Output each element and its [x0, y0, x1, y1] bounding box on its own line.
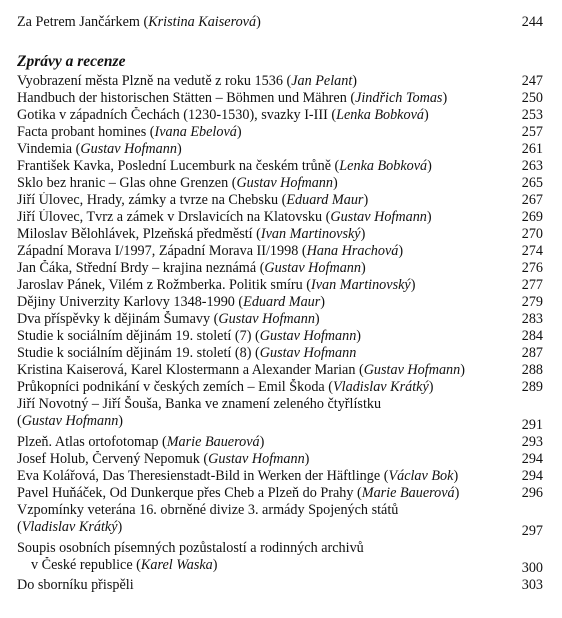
- entry-list: [17, 434, 543, 502]
- entry-title: Průkopníci podnikání v českých zemích – Emil Škoda (Vladislav Krátký): [17, 379, 434, 395]
- page-number: 283: [521, 311, 543, 327]
- page-number: 250: [521, 90, 543, 106]
- entry-title: Jiří Úlovec, Tvrz a zámek v Drslavicích na Klatovsku (Gustav Hofmann): [17, 209, 432, 225]
- toc-entry: [17, 141, 543, 158]
- page-number: 263: [521, 158, 543, 174]
- toc-entry: [17, 260, 543, 277]
- toc-entry-line2: v České republice (Karel Waska) 300: [31, 557, 543, 576]
- toc-entry: [17, 294, 543, 311]
- page-number: 267: [521, 192, 543, 208]
- toc-entry: [17, 328, 543, 345]
- entry-title: Plzeň. Atlas ortofotomap (Marie Bauerová): [17, 434, 265, 450]
- page-number: 269: [521, 209, 543, 225]
- toc-entry: [17, 90, 543, 107]
- toc-entry: [17, 468, 543, 485]
- page-number: 276: [521, 260, 543, 276]
- entry-title: Eva Kolářová, Das Theresienstadt-Bild in Werken der Häftlinge (Václav Bok): [17, 468, 459, 484]
- toc-entry: [17, 73, 543, 90]
- page-number: 284: [521, 328, 543, 344]
- entry-title: Dva příspěvky k dějinám Šumavy (Gustav Hofmann): [17, 311, 320, 327]
- page-number: 265: [521, 175, 543, 191]
- page-number: 261: [521, 141, 543, 157]
- entry-title: Jaroslav Pánek, Vilém z Rožmberka. Politik smíru (Ivan Martinovský): [17, 277, 416, 293]
- toc-entry: [17, 209, 543, 226]
- page-number: 274: [521, 243, 543, 259]
- toc-entry: [17, 107, 543, 124]
- page-number: 294: [521, 468, 543, 484]
- toc-entry: [17, 345, 543, 362]
- page-number: 244: [521, 14, 543, 30]
- toc-entry-line2: (Vladislav Krátký) 297: [17, 519, 543, 539]
- entry-title: Facta probant homines (Ivana Ebelová): [17, 124, 242, 140]
- toc-entry: [17, 362, 543, 379]
- page-number: 253: [521, 107, 543, 123]
- toc-entry: [17, 434, 543, 451]
- page-number: 277: [521, 277, 543, 293]
- page-number: 289: [521, 379, 543, 395]
- entry-title: Za Petrem Jančárkem (Kristina Kaiserová): [17, 14, 261, 30]
- page-number: 288: [521, 362, 543, 378]
- toc-entry: Do sborníku přispěli 303: [17, 577, 543, 593]
- toc-entry: [17, 14, 543, 32]
- page-number: 300: [521, 560, 543, 576]
- page-number: 257: [521, 124, 543, 140]
- page-number: 296: [521, 485, 543, 501]
- toc-entry-line1: Vzpomínky veterána 16. obrněné divize 3. armády Spojených států: [17, 502, 399, 518]
- entry-title: Jan Čáka, Střední Brdy – krajina neznámá (Gustav Hofmann): [17, 260, 366, 276]
- toc-entry: [17, 485, 543, 502]
- page-number: 270: [521, 226, 543, 242]
- page-number: 291: [521, 417, 543, 433]
- entry-title: František Kavka, Poslední Lucemburk na českém trůně (Lenka Bobková): [17, 158, 432, 174]
- entry-title: Gotika v západních Čechách (1230-1530), svazky I-III (Lenka Bobková): [17, 107, 429, 123]
- toc-entry: [17, 451, 543, 468]
- toc-entry: [17, 243, 543, 260]
- toc-entry: [17, 379, 543, 396]
- toc-entry: [17, 277, 543, 294]
- toc-entry: [17, 175, 543, 192]
- entry-title: Studie k sociálním dějinám 19. století (7) (Gustav Hofmann): [17, 328, 362, 344]
- entry-title: Západní Morava I/1997, Západní Morava II/1998 (Hana Hrachová): [17, 243, 404, 259]
- entry-list: [17, 73, 543, 396]
- entry-title: Vyobrazení města Plzně na vedutě z roku 1536 (Jan Pelant): [17, 73, 358, 89]
- page-number: 279: [521, 294, 543, 310]
- page-number: 293: [521, 434, 543, 450]
- toc-entry-line2: (Gustav Hofmann) 291: [17, 413, 543, 433]
- entry-title: Kristina Kaiserová, Karel Klostermann a Alexander Marian (Gustav Hofmann): [17, 362, 465, 378]
- toc-entry: [17, 226, 543, 243]
- section-heading: Zprávy a recenze: [17, 53, 126, 70]
- toc-entry-line1: Soupis osobních písemných pozůstalostí a rodinných archivů: [17, 540, 364, 556]
- toc-entry: [17, 311, 543, 328]
- page-number: 303: [521, 577, 543, 593]
- table-of-contents: [17, 14, 543, 594]
- entry-title: Sklo bez hranic – Glas ohne Grenzen (Gustav Hofmann): [17, 175, 338, 191]
- toc-entry: [17, 124, 543, 141]
- entry-title: Jiří Úlovec, Hrady, zámky a tvrze na Chebsku (Eduard Maur): [17, 192, 369, 208]
- entry-title: Dějiny Univerzity Karlovy 1348-1990 (Eduard Maur): [17, 294, 326, 310]
- entry-title: Studie k sociálním dějinám 19. století (8) (Gustav Hofmann: [17, 345, 357, 361]
- entry-title: Handbuch der historischen Stätten – Böhmen und Mähren (Jindřich Tomas): [17, 90, 448, 106]
- entry-title: Josef Holub, Červený Nepomuk (Gustav Hofmann): [17, 451, 310, 467]
- entry-title: Pavel Huňáček, Od Dunkerque přes Cheb a Plzeň do Prahy (Marie Bauerová): [17, 485, 460, 501]
- page-number: 294: [521, 451, 543, 467]
- page-number: 297: [521, 523, 543, 539]
- toc-entry: [17, 192, 543, 209]
- entry-title: Vindemia (Gustav Hofmann): [17, 141, 182, 157]
- toc-entry: [17, 158, 543, 175]
- entry-title: Miloslav Bělohlávek, Plzeňská předměstí (Ivan Martinovský): [17, 226, 366, 242]
- page-number: 287: [521, 345, 543, 361]
- toc-entry-line1: Jiří Novotný – Jiří Šouša, Banka ve znamení zeleného čtyřlístku: [17, 396, 382, 412]
- page-number: 247: [521, 73, 543, 89]
